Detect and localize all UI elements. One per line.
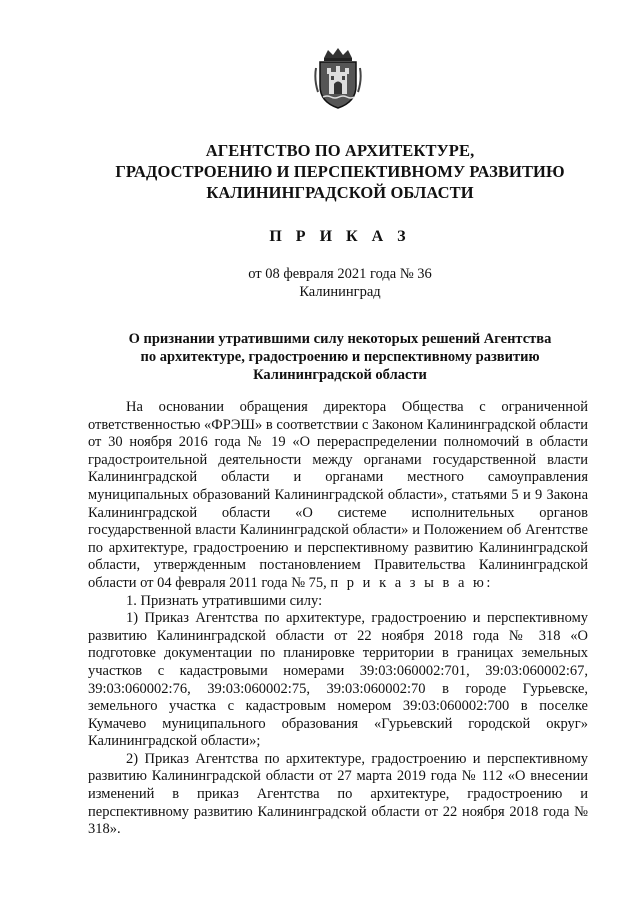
subject-line: по архитектуре, градостроению и перспективному развитию: [140, 349, 540, 365]
agency-name: [60, 140, 620, 203]
order-body: [88, 399, 588, 839]
agency-name-line: АГЕНТСТВО ПО АРХИТЕКТУРЕ,: [205, 141, 475, 160]
order-title: П Р И К А З: [269, 228, 411, 245]
item-1-1-paragraph: 1) Приказ Агентства по архитектуре, градостроению и перспективному развитию Калининградской области от 22 ноября 2018 года № 318 «О подготовке документации по планировке территории в границах земельных участков с кадастровыми номерами 39:03:060002:701, 39:03:060002:67, 39:03:060002:76, 39:03:060002:75, 39:03:060002:70 в городе Гурьевске, земельного участка с кадастровым номером 39:03:060002:700 в поселке Кумачево муниципального образования «Гурьевский городской округ» Калининградской области»;: [88, 610, 588, 750]
preamble-text: На основании обращения директора Общества с ограниченной ответственностью «ФРЭШ» в соответствии с Законом Калининградской области от 30 ноября 2016 года № 19 «О перераспределении полномочий в области градостроительной деятельности между органами государственной власти Калининградской области и органами местного самоуправления муниципальных образований Калининградской области», статьями 5 и 9 Закона Калининградской области «О системе исполнительных органов государственной власти Калининградской области» и Положением об Агентстве по архитектуре, градостроению и перспективному развитию Калининградской области, утвержденным постановлением Правительства Калининградской области от 04 февраля 2011 года № 75,: [88, 399, 588, 591]
order-city: Калининград: [299, 284, 381, 300]
subject-line: О признании утратившими силу некоторых решений Агентства: [128, 331, 552, 347]
preamble-paragraph: [88, 399, 588, 593]
order-word: п р и к а з ы в а ю:: [330, 574, 493, 591]
agency-name-line: ГРАДОСТРОЕНИЮ И ПЕРСПЕКТИВНОМУ РАЗВИТИЮ: [115, 162, 565, 181]
subject-line: Калининградской области: [253, 367, 427, 383]
item-1-2-paragraph: 2) Приказ Агентства по архитектуре, градостроению и перспективному развитию Калининградской области от 27 марта 2019 года № 112 «О внесении изменений в приказ Агентства по архитектуре, градостроению и перспективному развитию Калининградской области от 22 ноября 2018 года № 318».: [88, 750, 588, 838]
agency-name-line: КАЛИНИНГРАДСКОЙ ОБЛАСТИ: [206, 183, 474, 202]
order-date-number: от 08 февраля 2021 года № 36: [248, 266, 432, 282]
item-1-paragraph: 1. Признать утратившими силу:: [126, 592, 323, 609]
order-subject: [70, 330, 610, 384]
kaliningrad-coat-of-arms-icon: [314, 48, 362, 110]
